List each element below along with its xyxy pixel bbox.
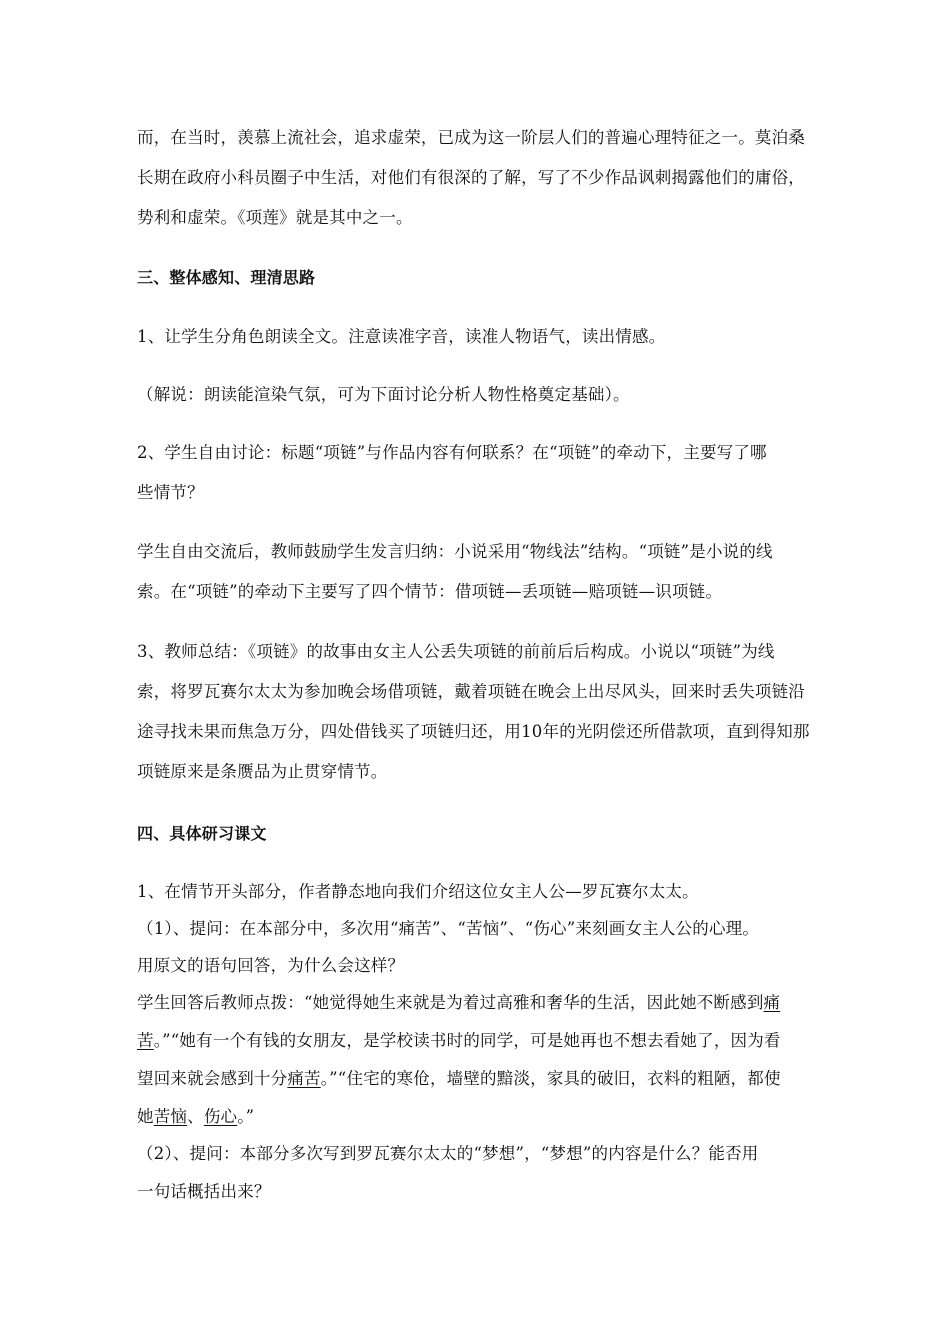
item-2-line: 些情节？ (137, 483, 204, 502)
answer-text: 。” (237, 1107, 255, 1126)
item-3-line: 项链原来是条赝品为止贯穿情节。 (137, 762, 388, 781)
answer-text: 。”“住宅的寒伧，墙壁的黯淡，家具的破旧，衣料的粗陋，都使 (320, 1069, 781, 1088)
answer-q1-line (137, 992, 827, 1014)
question-2-line: （2）、提问：本部分多次写到罗瓦赛尔太太的“梦想”，“梦想”的内容是什么？能否用 (137, 1144, 759, 1163)
underlined-text: 痛苦 (287, 1069, 321, 1088)
paragraph-line: 而，在当时，羡慕上流社会，追求虚荣，已成为这一阶层人们的普遍心理特征之一。莫泊桑 (137, 128, 805, 147)
answer-q1-line (137, 1068, 827, 1090)
item-4: 1、在情节开头部分，作者静态地向我们介绍这位女主人公—罗瓦赛尔太太。 (137, 882, 699, 901)
item-1: 1、让学生分角色朗读全文。注意读准字音，读准人物语气，读出情感。 (137, 327, 666, 346)
answer-q1-line (137, 1030, 827, 1052)
answer-text: 、 (187, 1107, 204, 1126)
answer-text: 她 (137, 1107, 154, 1126)
underlined-text: 痛 (763, 993, 781, 1012)
question-1-line: （1）、提问：在本部分中，多次用“痛苦”、“苦恼”、“伤心”来刻画女主人公的心理。 (137, 919, 760, 938)
underlined-text: 苦 (137, 1031, 154, 1050)
item-3-line: 3、教师总结：《项链》的故事由女主人公丢失项链的前前后后构成。小说以“项链”为线 (137, 642, 775, 661)
underlined-text: 伤心 (203, 1107, 238, 1126)
answer-text: 学生回答后教师点拨：“她觉得她生来就是为着过高雅和奢华的生活，因此她不断感到 (137, 993, 764, 1012)
answer-text: 。”“她有一个有钱的女朋友，是学校读书时的同学，可是她再也不想去看她了，因为看 (153, 1031, 781, 1050)
question-2-line: 一句话概括出来？ (137, 1182, 271, 1201)
answer-2-line: 学生自由交流后，教师鼓励学生发言归纳：小说采用“物线法”结构。“项链”是小说的线 (137, 542, 773, 561)
underlined-text: 苦恼 (153, 1107, 188, 1126)
item-3-line: 索，将罗瓦赛尔太太为参加晚会场借项链，戴着项链在晚会上出尽风头，回来时丢失项链沿 (137, 682, 805, 701)
section-heading-3: 三、整体感知、理清思路 (137, 268, 316, 287)
question-1-line: 用原文的语句回答，为什么会这样？ (137, 956, 405, 975)
item-2-line: 2、学生自由讨论：标题“项链”与作品内容有何联系？在“项链”的牵动下，主要写了哪 (137, 443, 767, 462)
note-1: （解说：朗读能渲染气氛，可为下面讨论分析人物性格奠定基础）。 (137, 385, 630, 404)
paragraph-line: 长期在政府小科员圈子中生活，对他们有很深的了解，写了不少作品讽刺揭露他们的庸俗， (137, 168, 805, 187)
paragraph-line: 势利和虚荣。《项莲》就是其中之一。 (137, 208, 413, 227)
section-heading-4: 四、具体研习课文 (137, 824, 267, 843)
answer-text: 望回来就会感到十分 (137, 1069, 288, 1088)
answer-2-line: 索。在“项链”的牵动下主要写了四个情节：借项链—丢项链—赔项链—识项链。 (137, 582, 723, 601)
item-3-line: 途寻找未果而焦急万分，四处借钱买了项链归还，用10年的光阴偿还所借款项，直到得知那 (137, 722, 810, 741)
answer-q1-line (137, 1106, 827, 1128)
